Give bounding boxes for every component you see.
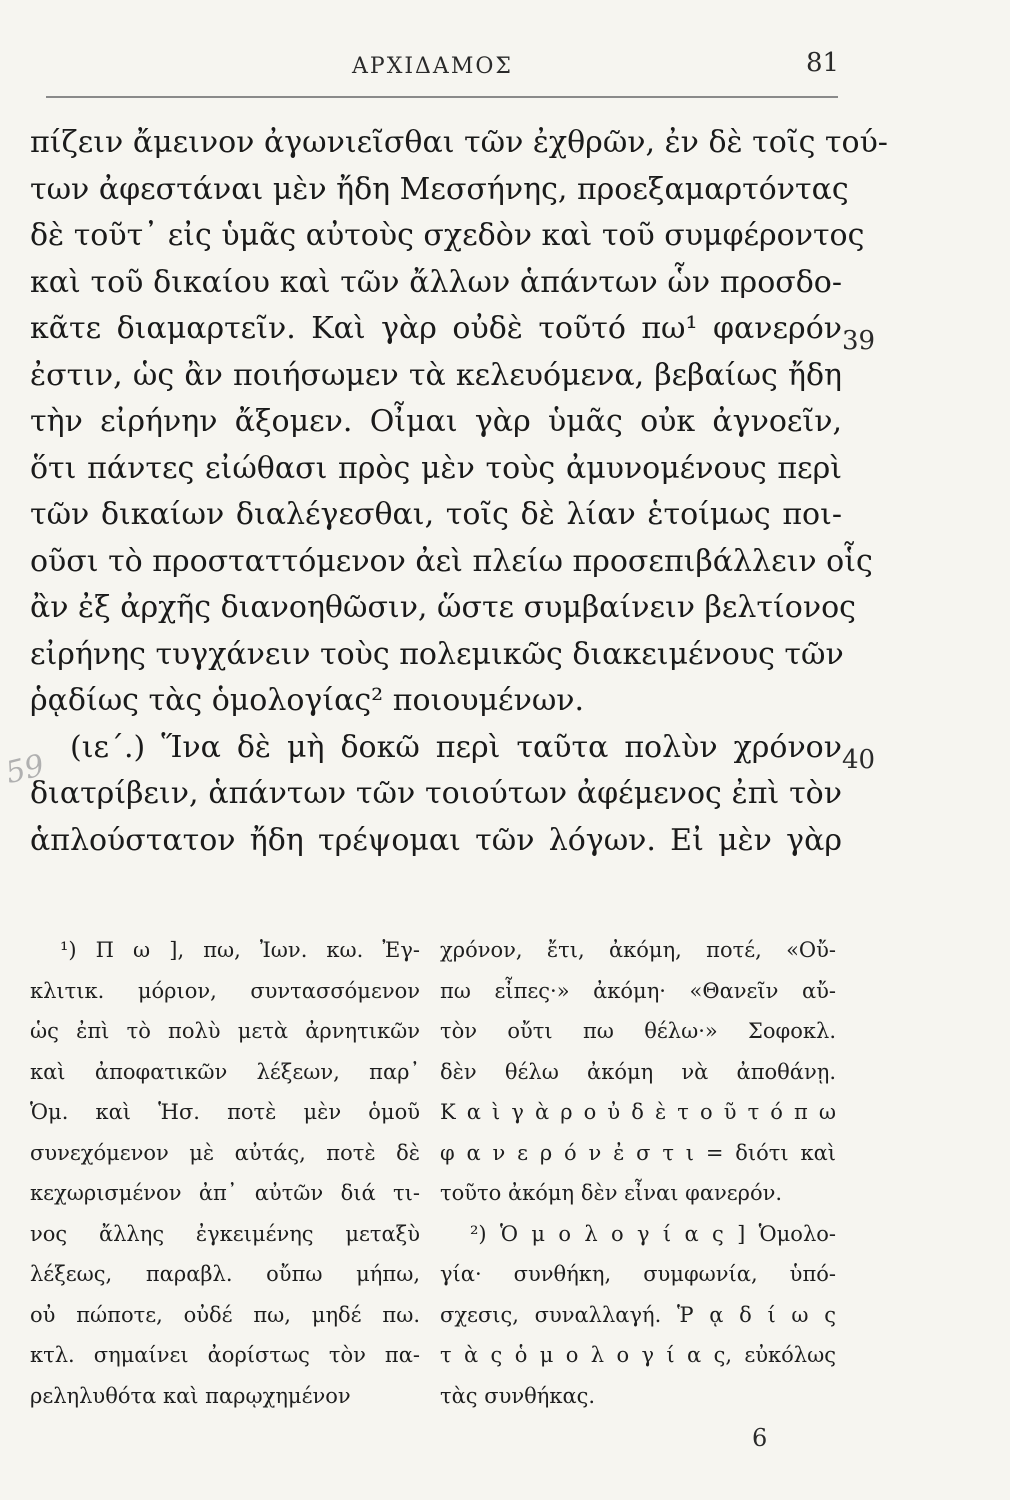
- footnote-line: σχεσις, συναλλαγή. Ῥ ᾳ δ ί ω ς: [440, 1302, 836, 1327]
- footnote-line: οὐ πώποτε, οὐδέ πω, μηδέ πω.: [30, 1302, 420, 1327]
- running-title: ΑΡΧΙΔΑΜΟΣ: [352, 54, 513, 79]
- line-number-40: 40: [842, 745, 876, 775]
- footnote-line: κλιτικ. μόριον, συντασσόμενον: [30, 978, 420, 1003]
- footnote-line: καὶ ἀποφατικῶν λέξεων, παρ᾽: [30, 1059, 420, 1084]
- page-number: 81: [806, 48, 840, 78]
- signature-mark: 6: [752, 1424, 768, 1452]
- footnote-line: ὡς ἐπὶ τὸ πολὺ μετὰ ἀρνητικῶν: [30, 1019, 420, 1043]
- footnote-line: νος ἄλλης ἐγκειμένης μεταξὺ: [30, 1221, 420, 1246]
- footnote-line: λέξεως, παραβλ. οὔπω μήπω,: [30, 1262, 420, 1286]
- running-head: [0, 46, 1010, 86]
- footnotes-right-column: [440, 930, 836, 1416]
- footnote-line: χρόνον, ἔτι, ἀκόμη, ποτέ, «Οὔ-: [440, 938, 836, 962]
- footnote-line: ²) Ὁ μ ο λ ο γ ί α ς ] Ὁμολο-: [470, 1221, 836, 1246]
- footnote-line: πω εἶπες·» ἀκόμη· «Θανεῖν αὔ-: [440, 978, 836, 1003]
- text-line: ἂν ἐξ ἀρχῆς διανοηθῶσιν, ὥστε συμβαίνειν βελτίονος: [30, 590, 856, 625]
- footnote-line: ρεληλυθότα καὶ παρῳχημένον: [30, 1383, 351, 1408]
- text-line: ὅτι πάντες εἰώθασι πρὸς μὲν τοὺς ἀμυνομένους περὶ: [30, 450, 842, 486]
- header-rule: [46, 96, 838, 98]
- text-line: πίζειν ἄμεινον ἀγωνιεῖσθαι τῶν ἐχθρῶν, ἐν δὲ τοῖς τού-: [30, 125, 888, 160]
- footnote-line: ¹) Π ω ], πω, Ἰων. κω. Ἐγ-: [60, 938, 420, 962]
- footnote-line: δὲν θέλω ἀκόμη νὰ ἀποθάνῃ.: [440, 1059, 836, 1084]
- text-line: των ἀφεστάναι μὲν ἤδη Μεσσήνης, προεξαμαρτόντας: [30, 171, 849, 207]
- text-line: ῥᾳδίως τὰς ὁμολογίας² ποιουμένων.: [30, 683, 585, 718]
- footnote-line: Κ α ὶ γ ὰ ρ ο ὐ δ ὲ τ ο ῦ τ ό π ω: [440, 1100, 836, 1124]
- line-number-39: 39: [842, 326, 876, 356]
- text-line: (ιε΄.) Ἵνα δὲ μὴ δοκῶ περὶ ταῦτα πολὺν χρόνον: [70, 729, 842, 765]
- text-line: ἐστιν, ὡς ἂν ποιήσωμεν τὰ κελευόμενα, βεβαίως ἤδη: [30, 357, 842, 393]
- text-line: ἁπλούστατον ἤδη τρέψομαι τῶν λόγων. Εἰ μὲν γὰρ: [30, 822, 842, 858]
- text-line: κᾶτε διαμαρτεῖν. Καὶ γὰρ οὐδὲ τοῦτό πω¹ φανερόν: [30, 311, 842, 346]
- text-line: τὴν εἰρήνην ἄξομεν. Οἶμαι γὰρ ὑμᾶς οὐκ ἀγνοεῖν,: [30, 404, 842, 439]
- text-line: τῶν δικαίων διαλέγεσθαι, τοῖς δὲ λίαν ἑτοίμως ποι-: [30, 497, 842, 532]
- text-line: οῦσι τὸ προσταττόμενον ἀεὶ πλείω προσεπιβάλλειν οἷς: [30, 543, 873, 579]
- footnote-line: τ ὰ ς ὁ μ ο λ ο γ ί α ς, εὐκόλως: [440, 1343, 836, 1367]
- footnote-line: συνεχόμενον μὲ αὐτάς, ποτὲ δὲ: [30, 1140, 420, 1165]
- footnote-line: τὰς συνθήκας.: [440, 1383, 596, 1408]
- text-line: καὶ τοῦ δικαίου καὶ τῶν ἄλλων ἁπάντων ὧν προσδο-: [30, 264, 842, 300]
- pencil-margin-annotation: 59: [2, 747, 48, 792]
- footnote-line: τοῦτο ἀκόμη δὲν εἶναι φανερόν.: [440, 1181, 783, 1205]
- footnote-line: τὸν οὔτι πω θέλω·» Σοφοκλ.: [440, 1019, 836, 1043]
- footnotes-left-column: [30, 930, 420, 1416]
- text-line: διατρίβειν, ἁπάντων τῶν τοιούτων ἀφέμενος ἐπὶ τὸν: [30, 776, 842, 811]
- footnote-line: κεχωρισμένον ἀπ᾽ αὐτῶν διά τι-: [30, 1181, 420, 1205]
- footnote-line: φ α ν ε ρ ό ν ἐ σ τ ι = διότι καὶ: [440, 1140, 836, 1165]
- footnote-line: κτλ. σημαίνει ἀορίστως τὸν πα-: [30, 1343, 420, 1367]
- footnote-line: Ὁμ. καὶ Ἡσ. ποτὲ μὲν ὁμοῦ: [30, 1100, 420, 1124]
- text-line: εἰρήνης τυγχάνειν τοὺς πολεμικῶς διακειμένους τῶν: [30, 636, 844, 672]
- footnote-line: γία· συνθήκη, συμφωνία, ὑπό-: [440, 1262, 836, 1286]
- text-line: δὲ τοῦτ᾽ εἰς ὑμᾶς αὐτοὺς σχεδὸν καὶ τοῦ συμφέροντος: [30, 218, 865, 253]
